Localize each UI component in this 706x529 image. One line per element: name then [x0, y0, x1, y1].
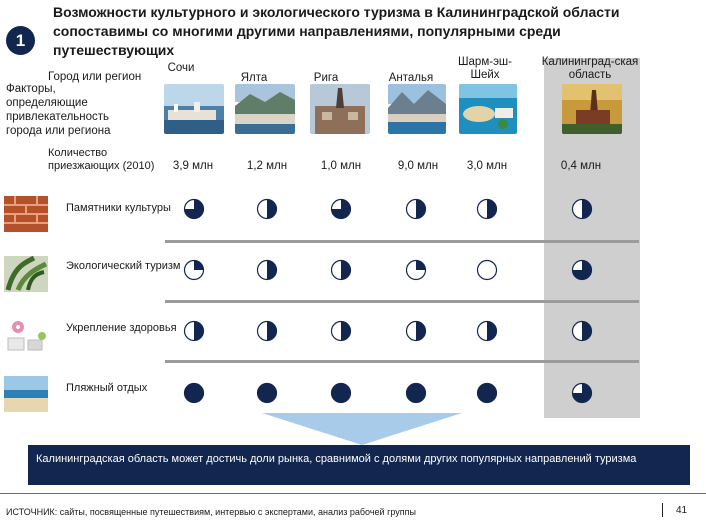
destination-name: Шарм-эш-Шейх — [458, 56, 512, 81]
destination-name: Калининград-ская область — [541, 56, 639, 81]
slide-number-badge: 1 — [6, 26, 35, 55]
visitors-value: 3,0 млн — [466, 160, 508, 172]
factor-label: Укрепление здоровья — [66, 322, 177, 334]
visitors-value: 3,9 млн — [172, 160, 214, 172]
harvey-ball — [571, 259, 593, 281]
harvey-ball — [476, 382, 498, 404]
factor-label: Памятники культуры — [66, 202, 171, 214]
harvey-ball — [476, 320, 498, 342]
harvey-ball — [571, 198, 593, 220]
visitors-value: 1,2 млн — [246, 160, 288, 172]
slide-title: Возможности культурного и экологического туризма в Калининградской области сопоставимы со многими другими направлениями, популярными среди путешествующих — [53, 4, 620, 58]
destination-name: Ялта — [240, 72, 268, 84]
harvey-ball — [256, 382, 278, 404]
antalya-photo — [388, 84, 446, 134]
harvey-ball — [476, 198, 498, 220]
harvey-ball — [405, 198, 427, 220]
harvey-ball — [405, 382, 427, 404]
harvey-ball — [256, 198, 278, 220]
down-arrow-icon — [262, 413, 462, 445]
harvey-ball — [405, 320, 427, 342]
conclusion-banner: Калининградская область может достичь доли рынка, сравнимой с долями других популярных направлений туризма — [28, 445, 690, 485]
spa-icon — [4, 318, 48, 354]
visitors-value: 0,4 млн — [560, 160, 602, 172]
destination-name: Рига — [313, 72, 339, 84]
harvey-ball — [330, 259, 352, 281]
visitors-value: 1,0 млн — [320, 160, 362, 172]
row-divider — [165, 240, 639, 243]
harvey-ball — [405, 259, 427, 281]
harvey-ball — [256, 259, 278, 281]
factors-row-header: Факторы, определяющие привлекательность города или региона — [6, 83, 111, 137]
harvey-ball — [330, 320, 352, 342]
harvey-ball — [183, 259, 205, 281]
harvey-ball — [183, 198, 205, 220]
row-divider — [165, 360, 639, 363]
row-divider — [165, 300, 639, 303]
harvey-ball — [183, 320, 205, 342]
harvey-ball — [330, 382, 352, 404]
leaf-icon — [4, 256, 48, 292]
footer-divider — [0, 493, 706, 494]
source-note: ИСТОЧНИК: сайты, посвященные путешествиям, интервью с экспертами, анализ рабочей группы — [6, 507, 416, 517]
page-number: 41 — [676, 505, 688, 516]
kaliningrad-photo — [562, 84, 622, 134]
yalta-photo — [235, 84, 295, 134]
factor-label: Пляжный отдых — [66, 382, 148, 394]
page-separator — [662, 503, 663, 517]
sochi-photo — [164, 84, 224, 134]
harvey-ball — [571, 382, 593, 404]
destination-name: Анталья — [388, 72, 434, 84]
harvey-ball — [183, 382, 205, 404]
sharm-photo — [459, 84, 517, 134]
visitors-value: 9,0 млн — [397, 160, 439, 172]
harvey-ball — [571, 320, 593, 342]
harvey-ball — [256, 320, 278, 342]
brick-icon — [4, 196, 48, 232]
riga-photo — [310, 84, 370, 134]
factor-label: Экологический туризм — [66, 260, 181, 272]
region-column-header: Город или регион — [48, 71, 142, 83]
visitors-row-header: Количество приезжающих (2010) — [48, 147, 155, 172]
destination-name: Сочи — [167, 62, 195, 74]
harvey-ball — [476, 259, 498, 281]
beach-icon — [4, 376, 48, 412]
harvey-ball — [330, 198, 352, 220]
